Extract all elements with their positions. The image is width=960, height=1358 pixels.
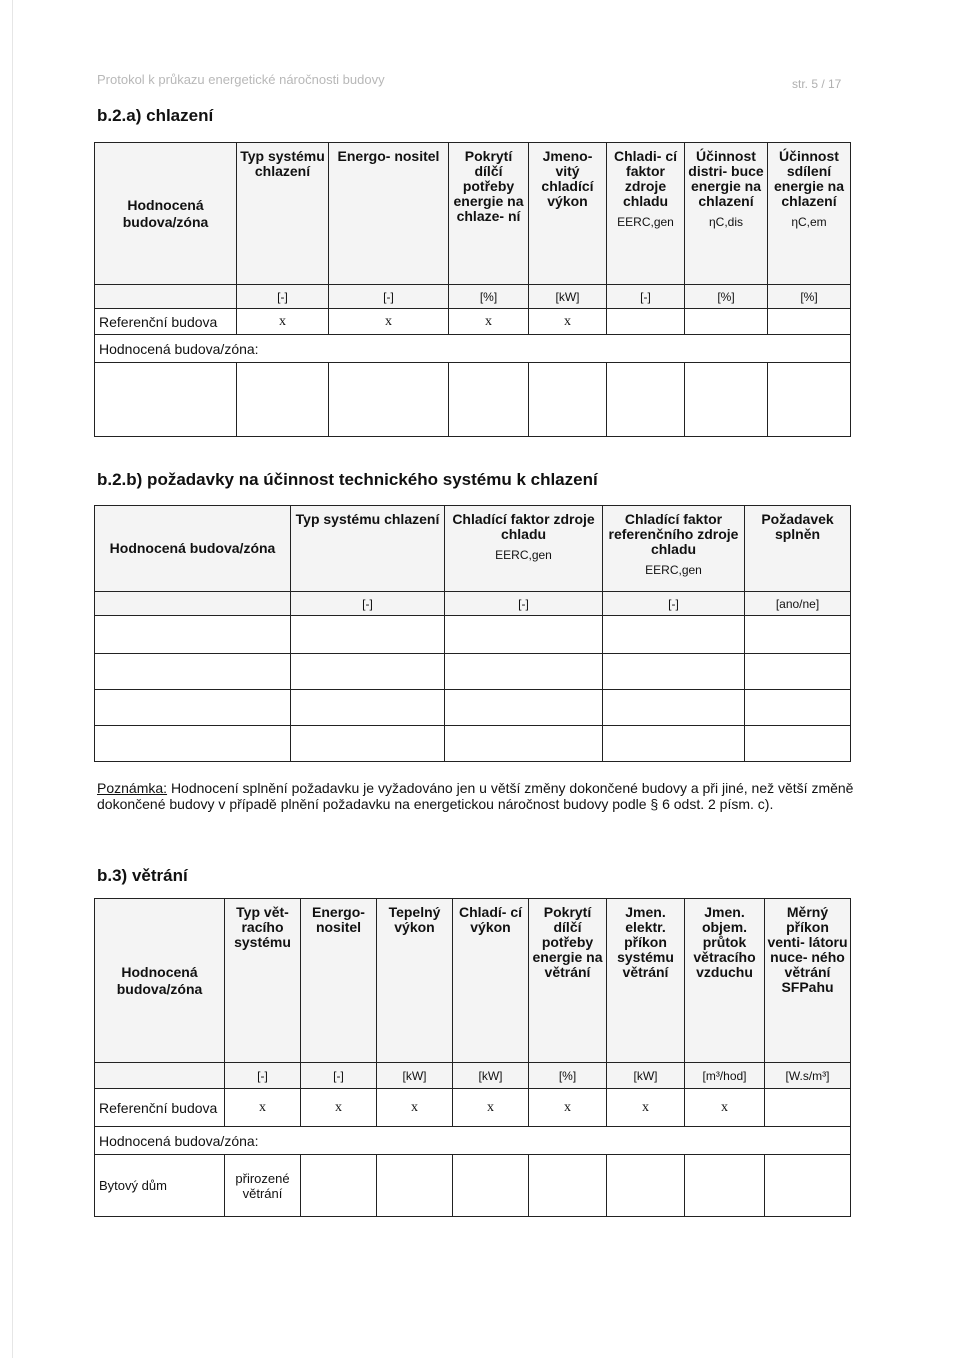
table-cell bbox=[449, 363, 529, 437]
table-cell bbox=[603, 654, 745, 690]
column-header-jmen-objem-prutok-vetraciho-vz bbox=[685, 899, 765, 1063]
column-label: Pokrytí dílčí potřeby energie na chlaze- ní bbox=[453, 148, 524, 224]
table-cell bbox=[607, 363, 685, 437]
column-header-tepelny-vykon bbox=[377, 899, 453, 1063]
column-label: Chladí- cí výkon bbox=[458, 904, 522, 935]
column-label: Pokrytí dílčí potřeby energie na větrání bbox=[532, 904, 603, 980]
cooling-requirements-table bbox=[94, 505, 851, 762]
document-title: Protokol k průkazu energetické náročnosti budovy bbox=[97, 72, 385, 87]
column-unit: [kW] bbox=[377, 1063, 453, 1089]
column-unit: [-] bbox=[329, 285, 449, 309]
table-cell bbox=[685, 1155, 765, 1217]
reference-value bbox=[685, 309, 768, 335]
table-cell bbox=[301, 1155, 377, 1217]
column-symbol: EERC,gen bbox=[495, 548, 552, 562]
table-cell bbox=[529, 1155, 607, 1217]
ventilation-table bbox=[94, 898, 851, 1217]
table-cell bbox=[445, 690, 603, 726]
column-label: Měrný příkon venti- látoru nuce- ného větrání SFPahu bbox=[767, 904, 848, 995]
section-c-title: b.3) větrání bbox=[97, 866, 188, 885]
table-cell bbox=[685, 363, 768, 437]
reference-value: x bbox=[529, 309, 607, 335]
reference-value: x bbox=[453, 1089, 529, 1127]
reference-value: x bbox=[301, 1089, 377, 1127]
table-cell bbox=[768, 363, 851, 437]
column-header-jmen-elektr-prikon-systemu-vet bbox=[607, 899, 685, 1063]
column-label: Účinnost sdílení energie na chlazení bbox=[773, 148, 845, 209]
row-header: Hodnocená budova/zóna bbox=[95, 899, 225, 1063]
column-label: Jmen. elektr. příkon systému větrání bbox=[617, 904, 674, 980]
table-cell bbox=[329, 363, 449, 437]
column-header-energo-nositel bbox=[301, 899, 377, 1063]
table-cell bbox=[603, 726, 745, 762]
zone-name: Bytový dům bbox=[95, 1155, 225, 1217]
column-label: Požadavek splněn bbox=[761, 511, 834, 542]
table-cell bbox=[445, 616, 603, 654]
column-header-merny-prikon-venti-latoru-nuce bbox=[765, 899, 851, 1063]
reference-value: x bbox=[377, 1089, 453, 1127]
column-label: Účinnost distri- buce energie na chlazení bbox=[688, 148, 764, 209]
reference-value bbox=[607, 309, 685, 335]
reference-building-label: Referenční budova bbox=[95, 309, 237, 335]
column-unit: [-] bbox=[607, 285, 685, 309]
column-label: Energo- nositel bbox=[312, 904, 365, 935]
column-symbol: EERC,gen bbox=[645, 563, 702, 577]
table-cell bbox=[745, 726, 851, 762]
note bbox=[97, 780, 857, 812]
column-symbol: EERC,gen bbox=[617, 215, 674, 229]
column-header-ucinnost-distri-buce-energie-n bbox=[685, 143, 768, 285]
row-header: Hodnocená budova/zóna bbox=[95, 143, 237, 285]
reference-value: x bbox=[529, 1089, 607, 1127]
column-label: Typ systému chlazení bbox=[295, 511, 440, 527]
cooling-table bbox=[94, 142, 851, 437]
column-unit: [-] bbox=[237, 285, 329, 309]
column-header-chladici-faktor-zdroje-chladu bbox=[445, 506, 603, 592]
table-cell bbox=[603, 616, 745, 654]
column-header-typ-systemu-chlazeni bbox=[291, 506, 445, 592]
column-label: Chladící faktor referenčního zdroje chladu bbox=[608, 511, 739, 557]
table-cell bbox=[603, 690, 745, 726]
column-unit: [-] bbox=[301, 1063, 377, 1089]
column-unit: [-] bbox=[445, 592, 603, 616]
column-label: Typ vět- racího systému bbox=[234, 904, 291, 950]
table-cell bbox=[95, 726, 291, 762]
column-unit: [%] bbox=[449, 285, 529, 309]
column-symbol: ηC,em bbox=[791, 215, 827, 229]
column-unit: [kW] bbox=[529, 285, 607, 309]
column-header-chladici-faktor-referencniho-z bbox=[603, 506, 745, 592]
reference-value bbox=[765, 1089, 851, 1127]
column-header-typ-systemu-chlazeni bbox=[237, 143, 329, 285]
table-cell bbox=[377, 1155, 453, 1217]
column-unit: [-] bbox=[225, 1063, 301, 1089]
evaluated-zone-label: Hodnocená budova/zóna: bbox=[95, 1127, 851, 1155]
table-cell bbox=[765, 1155, 851, 1217]
column-label: Jmen. objem. průtok větracího vzduchu bbox=[693, 904, 756, 980]
column-unit: [-] bbox=[291, 592, 445, 616]
column-header-jmeno-vity-chladici-vykon bbox=[529, 143, 607, 285]
column-header-pokryti-dilci-potreby-energie- bbox=[529, 899, 607, 1063]
table-cell bbox=[453, 1155, 529, 1217]
reference-value: x bbox=[607, 1089, 685, 1127]
column-header-energo-nositel bbox=[329, 143, 449, 285]
column-unit: [%] bbox=[685, 285, 768, 309]
reference-value: x bbox=[237, 309, 329, 335]
column-header-typ-vet-raciho-systemu bbox=[225, 899, 301, 1063]
column-unit: [ano/ne] bbox=[745, 592, 851, 616]
ventilation-type-cell: přirozené větrání bbox=[225, 1155, 301, 1217]
note-label: Poznámka: bbox=[97, 780, 168, 796]
column-unit: [%] bbox=[529, 1063, 607, 1089]
column-header-chladi-ci-faktor-zdroje-chladu bbox=[607, 143, 685, 285]
table-cell bbox=[95, 690, 291, 726]
table-cell bbox=[95, 363, 237, 437]
column-label: Chladící faktor zdroje chladu bbox=[452, 511, 595, 542]
table-cell bbox=[745, 654, 851, 690]
table-cell bbox=[445, 654, 603, 690]
table-cell bbox=[291, 654, 445, 690]
reference-building-label: Referenční budova bbox=[95, 1089, 225, 1127]
page-number: str. 5 / 17 bbox=[792, 77, 842, 91]
column-header-ucinnost-sdileni-energie-na-ch bbox=[768, 143, 851, 285]
column-unit: [kW] bbox=[607, 1063, 685, 1089]
table-cell bbox=[445, 726, 603, 762]
column-unit: [W.s/m³] bbox=[765, 1063, 851, 1089]
column-unit: [kW] bbox=[453, 1063, 529, 1089]
table-cell bbox=[291, 616, 445, 654]
column-symbol: ηC,dis bbox=[708, 215, 743, 229]
table-cell bbox=[95, 616, 291, 654]
table-cell bbox=[529, 363, 607, 437]
column-header-pozadavek-splnen bbox=[745, 506, 851, 592]
column-unit: [m³/hod] bbox=[685, 1063, 765, 1089]
table-cell bbox=[237, 363, 329, 437]
reference-value: x bbox=[225, 1089, 301, 1127]
column-label: Typ systému chlazení bbox=[240, 148, 325, 179]
column-header-chladi-ci-vykon bbox=[453, 899, 529, 1063]
column-unit: [%] bbox=[768, 285, 851, 309]
table-cell bbox=[291, 690, 445, 726]
table-cell bbox=[745, 616, 851, 654]
reference-value bbox=[768, 309, 851, 335]
reference-value: x bbox=[329, 309, 449, 335]
column-label: Energo- nositel bbox=[337, 148, 440, 164]
column-label: Chladi- cí faktor zdroje chladu bbox=[613, 148, 677, 209]
table-cell bbox=[607, 1155, 685, 1217]
column-header-pokryti-dilci-potreby-energie- bbox=[449, 143, 529, 285]
note-text: Hodnocení splnění požadavku je vyžadováno jen u větší změny dokončené budovy a při jiné, než větší změně dokončené budovy v případě plnění požadavku na energetickou náročnost budovy podle § 6 odst. 2 písm. c). bbox=[97, 780, 854, 812]
reference-value: x bbox=[449, 309, 529, 335]
column-label: Tepelný výkon bbox=[388, 904, 441, 935]
left-margin-line bbox=[0, 0, 13, 1358]
reference-value: x bbox=[685, 1089, 765, 1127]
column-label: Jmeno- vitý chladící výkon bbox=[541, 148, 594, 209]
table-cell bbox=[291, 726, 445, 762]
evaluated-zone-label: Hodnocená budova/zóna: bbox=[95, 335, 851, 363]
section-a-title: b.2.a) chlazení bbox=[97, 106, 214, 125]
row-header: Hodnocená budova/zóna bbox=[95, 506, 291, 592]
column-unit: [-] bbox=[603, 592, 745, 616]
section-b-title: b.2.b) požadavky na účinnost technického systému k chlazení bbox=[97, 470, 598, 489]
table-cell bbox=[95, 654, 291, 690]
table-cell bbox=[745, 690, 851, 726]
